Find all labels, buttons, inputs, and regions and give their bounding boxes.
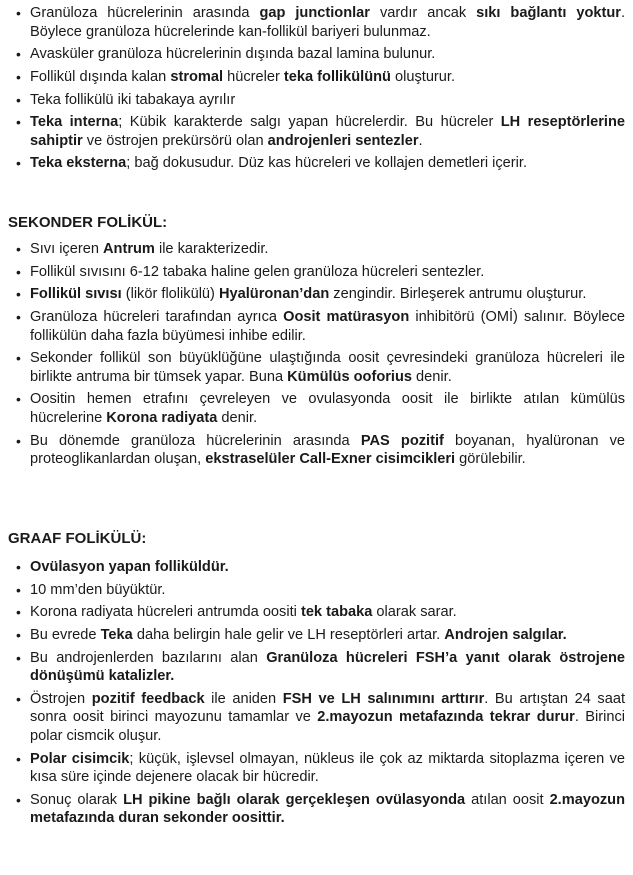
bold-term: Follikül sıvısı: [30, 286, 122, 303]
bold-term: Teka: [100, 627, 133, 644]
bullet-icon: •: [16, 649, 21, 666]
bullet-icon: •: [16, 627, 21, 644]
text-run: Oositin hemen etrafını çevreleyen ve ovulasyonda oosit ile birlikte atılan kümülüs hücrelerine: [30, 391, 625, 426]
list-item: [0, 285, 633, 304]
list-item: [0, 263, 633, 282]
bullet-icon: •: [16, 559, 21, 575]
text-run: olarak sarar.: [372, 604, 457, 621]
list-item: [0, 750, 633, 787]
text-run: ve östrojen prekürsörü olan: [82, 132, 268, 149]
bullet-icon: •: [16, 68, 21, 85]
text-run: Avasküler granüloza hücrelerinin dışında bazal lamina bulunur.: [30, 46, 436, 63]
text-run: Sekonder follikül son büyüklüğüne ulaştığında oosit çevresindeki granüloza hücreleri ile birlikte antruma bir tümsek yapar. Buna: [30, 350, 625, 385]
text-run: Granüloza hücrelerinin arasında: [30, 5, 260, 21]
text-run: Sıvı içeren: [30, 241, 103, 257]
bullet-icon: •: [16, 391, 21, 408]
list-item: [0, 581, 633, 600]
bullet-icon: •: [16, 350, 21, 367]
text-run: oluşturur.: [390, 68, 456, 85]
section-heading-graaf-folikulu: GRAAF FOLİKÜLÜ:: [8, 530, 147, 547]
graaf-folikulu-list: [0, 558, 633, 832]
text-run: inhibitörü (OMİ) salınır. Böylece follikülün daha fazla büyümesi inhibe edilir.: [30, 309, 625, 344]
text-run: ; bağ dokusudur. Düz kas hücreleri ve kollajen demetleri içerir.: [126, 155, 527, 172]
text-run: atılan oosit: [465, 791, 550, 808]
list-item: [0, 649, 633, 686]
list-item: [0, 68, 633, 87]
bold-term: PAS pozitif: [360, 432, 444, 449]
bullet-icon: •: [16, 750, 21, 767]
bold-term: 2.mayozun metafazında duran sekonder oosittir.: [30, 791, 625, 827]
bullet-icon: •: [16, 263, 21, 280]
bold-term: Korona radiyata: [106, 409, 218, 426]
bullet-icon: •: [16, 432, 21, 449]
bold-term: tek tabaka: [300, 604, 373, 621]
bullet-icon: •: [16, 286, 21, 303]
text-run: Teka follikülü iki tabakaya ayrılır: [30, 91, 236, 108]
bullet-icon: •: [16, 46, 21, 63]
text-run: hücreler: [223, 68, 284, 85]
bold-term: Hyalüronan’dan: [218, 286, 330, 303]
bold-term: Teka interna: [30, 114, 119, 131]
bullet-icon: •: [16, 581, 21, 598]
text-run: Granüloza hücreleri tarafından ayrıca: [30, 309, 284, 326]
text-run: . Böylece granüloza hücrelerinde kan-follikül bariyeri bulunmaz.: [30, 5, 626, 40]
list-item: [0, 558, 633, 577]
text-run: .: [418, 132, 423, 149]
list-item: [0, 91, 633, 110]
bold-term: stromal: [170, 68, 224, 85]
list-item: [0, 791, 633, 828]
list-item: [0, 4, 633, 41]
bold-term: LH pikine bağlı olarak gerçekleşen ovülasyonda: [123, 791, 466, 808]
list-item: [0, 154, 633, 173]
bullet-icon: •: [16, 309, 21, 326]
bullet-icon: •: [16, 604, 21, 621]
bold-term: 2.mayozun metafazında tekrar durur: [317, 709, 575, 726]
bullet-icon: •: [16, 91, 21, 108]
text-run: Korona radiyata hücreleri antrumda oositi: [30, 604, 301, 621]
bold-term: sıkı bağlantı yoktur: [476, 5, 621, 21]
list-item: [0, 240, 633, 259]
bold-term: pozitif feedback: [91, 690, 205, 707]
bold-term: FSH ve LH salınımını arttırır: [282, 690, 485, 707]
list-item: [0, 45, 633, 64]
text-run: Follikül dışında kalan: [30, 68, 171, 85]
text-run: Bu dönemde granüloza hücrelerinin arasında: [30, 432, 361, 449]
bold-term: Ovülasyon yapan folliküldür.: [30, 559, 229, 575]
bold-term: Antrum: [103, 241, 155, 257]
sekonder-folikul-list: [0, 240, 633, 473]
text-run: denir.: [412, 368, 452, 385]
text-run: Östrojen: [30, 690, 92, 707]
text-run: ; Kübik karakterde salgı yapan hücrelerdir. Bu hücreler: [118, 114, 501, 131]
text-run: Sonuç olarak: [30, 791, 124, 808]
list-item: [0, 308, 633, 345]
bold-term: teka follikülünü: [283, 68, 391, 85]
bullet-icon: •: [16, 114, 21, 131]
bullet-icon: •: [16, 5, 21, 21]
text-run: Follikül sıvısını 6-12 tabaka haline gelen granüloza hücreleri sentezler.: [30, 263, 485, 280]
list-item: [0, 690, 633, 746]
bullet-icon: •: [16, 155, 21, 172]
text-run: zengindir. Birleşerek antrumu oluşturur.: [329, 286, 587, 303]
list-item: [0, 626, 633, 645]
bullet-icon: •: [16, 241, 21, 257]
text-run: görülebilir.: [455, 451, 526, 468]
bold-term: gap junctionlar: [259, 5, 370, 21]
text-run: . Birinci polar cismcik oluşur.: [30, 709, 625, 744]
text-run: daha belirgin hale gelir ve LH reseptörleri artar.: [132, 627, 445, 644]
text-run: vardır ancak: [369, 5, 477, 21]
text-run: denir.: [217, 409, 258, 426]
list-item: [0, 390, 633, 427]
list-item: [0, 432, 633, 469]
text-run: 10 mm’den büyüktür.: [30, 581, 166, 598]
text-run: . Bu artıştan 24 saat sonra oosit birinci mayozunu tamamlar ve: [30, 690, 625, 726]
text-run: (likör flolikülü): [121, 286, 219, 303]
bullet-icon: •: [16, 690, 21, 707]
bullet-icon: •: [16, 791, 21, 808]
bold-term: Polar cisimcik: [30, 750, 130, 767]
bold-term: Granüloza hücreleri FSH’a yanıt olarak östrojene dönüşümü katalizler.: [30, 649, 625, 685]
bold-term: androjenleri sentezler: [267, 132, 419, 149]
bold-term: Androjen salgılar.: [444, 627, 567, 644]
bold-term: ekstraselüler Call-Exner cisimcikleri: [205, 451, 456, 468]
text-run: boyanan, hyalüronan ve proteoglikanlardan oluşan,: [30, 432, 626, 468]
text-run: Bu evrede: [30, 627, 101, 644]
bold-term: Oosit matürasyon: [283, 309, 410, 326]
section-heading-sekonder-folikul: SEKONDER FOLİKÜL:: [8, 214, 168, 231]
text-run: ile aniden: [204, 690, 283, 707]
text-run: Bu androjenlerden bazılarını alan: [30, 649, 267, 666]
text-run: ile karakterizedir.: [154, 241, 269, 257]
list-item: [0, 349, 633, 386]
bold-term: Kümülüs ooforius: [287, 368, 412, 385]
bold-term: Teka eksterna: [30, 155, 127, 172]
teka-follicle-list: [0, 4, 633, 177]
list-item: [0, 113, 633, 150]
bold-term: LH reseptörlerine sahiptir: [30, 114, 626, 149]
list-item: [0, 603, 633, 622]
text-run: ; küçük, işlevsel olmayan, nükleus ile çok az miktarda sitoplazma içeren ve kısa süre içinde dejenere olacak bir hücredir.: [30, 750, 625, 786]
